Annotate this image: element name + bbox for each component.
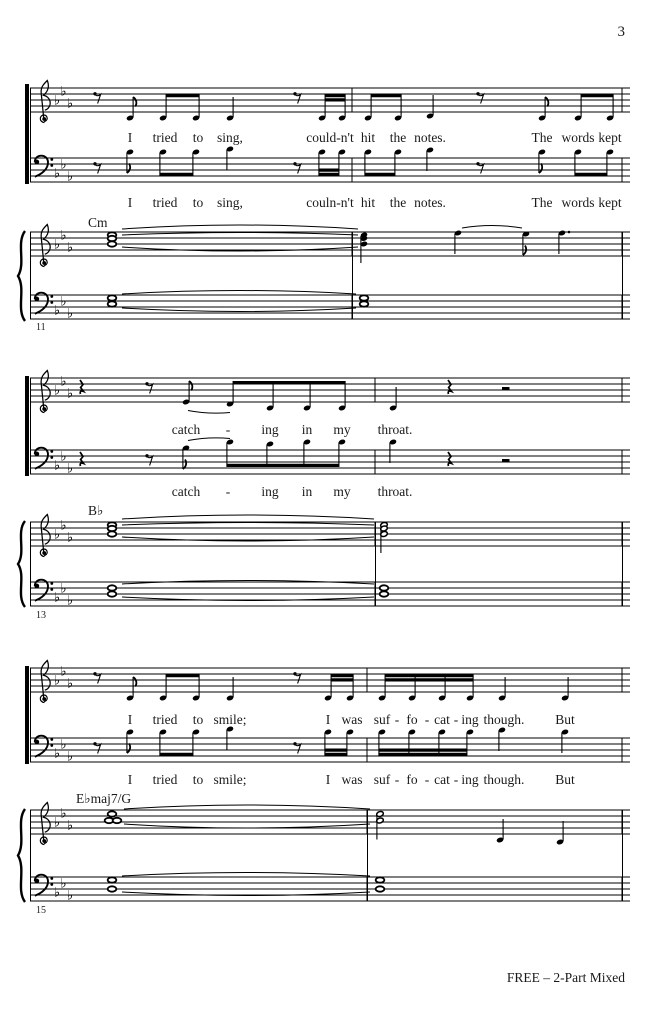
piano-treble-staff	[30, 512, 630, 564]
whole-note	[108, 886, 117, 891]
quarter-rest	[80, 380, 84, 394]
lyric-syllable: catch	[171, 484, 201, 499]
lyric-syllable: -	[225, 484, 231, 499]
lyric-syllable: suf	[373, 772, 391, 787]
lyric-syllable: was	[341, 772, 363, 787]
eighth-note	[522, 231, 530, 255]
beamed-notes	[159, 729, 200, 756]
chord-notes	[380, 522, 388, 553]
svg-text:♭: ♭	[60, 228, 67, 244]
lyric-syllable: But	[555, 772, 575, 787]
svg-text:♭: ♭	[53, 673, 61, 689]
whole-note	[108, 295, 117, 300]
tie	[122, 291, 356, 295]
lyric-syllable: to	[192, 772, 204, 787]
lyric-syllable: my	[333, 484, 351, 499]
svg-text:♭: ♭	[66, 749, 74, 765]
beamed-notes	[378, 729, 474, 756]
eighth-note	[126, 677, 136, 701]
svg-text:♭: ♭	[53, 590, 61, 606]
quarter-rest	[80, 452, 84, 466]
svg-text:♭: ♭	[53, 527, 61, 543]
treble-clef-icon	[40, 225, 50, 267]
lyric-syllable: cat	[434, 712, 450, 727]
piano-treble-staff	[30, 800, 630, 852]
vocal-bass-lyrics	[30, 484, 630, 501]
svg-text:♭: ♭	[60, 84, 67, 100]
slur	[188, 438, 230, 441]
beamed-notes	[364, 94, 402, 121]
piano-brace	[13, 230, 29, 322]
whole-note	[108, 531, 117, 536]
whole-note	[376, 877, 385, 882]
lyric-syllable: words	[561, 130, 595, 145]
vocal-treble-staff	[30, 72, 630, 130]
svg-text:♭: ♭	[66, 386, 74, 402]
lyric-syllable: ing	[461, 712, 479, 727]
quarter-note	[226, 97, 234, 121]
quarter-note	[561, 677, 569, 701]
vocal-bracket	[25, 84, 29, 184]
staff-lines	[30, 877, 630, 901]
treble-clef-icon	[40, 81, 50, 123]
svg-text:♭: ♭	[53, 383, 61, 399]
lyric-syllable: throat.	[377, 484, 413, 499]
svg-text:♭: ♭	[66, 169, 74, 185]
chord-notes	[376, 811, 384, 840]
half-rest	[502, 459, 510, 462]
lyric-syllable: The	[531, 130, 553, 145]
lyric-syllable: -	[424, 772, 430, 787]
vocal-bracket	[25, 376, 29, 476]
beamed-notes	[324, 674, 354, 701]
slur	[188, 411, 230, 414]
svg-text:♭: ♭	[66, 593, 74, 609]
lyric-syllable: could-n't	[306, 130, 354, 145]
staff-lines	[30, 668, 630, 692]
lyric-syllable: words	[561, 195, 595, 210]
quarter-note	[426, 147, 434, 171]
chord-symbol: E♭maj7/G	[76, 791, 132, 806]
key-signature-flats	[54, 450, 73, 477]
key-signature-flats	[54, 877, 73, 904]
piano-bass-staff	[30, 867, 630, 919]
bass-clef-icon	[34, 580, 53, 601]
key-signature-flats	[54, 807, 73, 834]
tie	[122, 523, 374, 526]
eighth-note	[126, 97, 136, 121]
quarter-note	[496, 819, 504, 843]
svg-text:♭: ♭	[60, 806, 67, 822]
lyric-syllable: -	[394, 772, 400, 787]
piano-bass-staff	[30, 285, 630, 337]
staff-lines	[30, 522, 630, 546]
quarter-note	[561, 729, 569, 753]
lyric-syllable: couln-n't	[306, 195, 354, 210]
beamed-notes	[378, 674, 474, 701]
lyric-syllable: ing	[261, 484, 279, 499]
staff-lines	[30, 582, 630, 606]
key-signature-flats	[54, 738, 73, 765]
vocal-bass-staff	[30, 142, 630, 200]
svg-text:♭: ♭	[53, 885, 61, 901]
quarter-note	[226, 677, 234, 701]
quarter-rest	[448, 380, 452, 394]
vocal-treble-staff	[30, 652, 630, 710]
piano-treble-staff	[30, 222, 630, 274]
lyric-syllable: -	[453, 712, 459, 727]
bass-clef-icon	[34, 156, 53, 177]
lyric-syllable: -	[394, 712, 400, 727]
chord-symbol: Cm	[88, 215, 108, 230]
svg-text:♭: ♭	[66, 240, 74, 256]
treble-clef-icon	[40, 661, 50, 703]
tie	[122, 233, 358, 236]
beamed-notes	[324, 729, 354, 756]
svg-text:♭: ♭	[66, 676, 74, 692]
staff-lines	[30, 295, 630, 319]
vocal-bracket	[25, 666, 29, 764]
measure-number: 11	[36, 322, 46, 333]
piano-bass-staff	[30, 572, 630, 624]
quarter-note	[389, 439, 397, 463]
staff-lines	[30, 450, 630, 474]
whole-note	[380, 591, 389, 596]
lyric-syllable: throat.	[377, 422, 413, 437]
vocal-treble-staff	[30, 362, 630, 420]
lyric-syllable: smile;	[213, 772, 247, 787]
lyric-syllable: the	[389, 130, 407, 145]
svg-text:♭: ♭	[66, 818, 74, 834]
svg-text:♭: ♭	[53, 237, 61, 253]
beamed-notes	[364, 149, 402, 176]
whole-note	[376, 886, 385, 891]
whole-note	[113, 818, 122, 823]
lyric-syllable: But	[555, 712, 575, 727]
tie	[122, 225, 358, 229]
lyric-syllable: sing,	[217, 130, 243, 145]
quarter-note	[426, 95, 434, 119]
eighth-note	[126, 729, 134, 753]
quarter-rest	[448, 452, 452, 466]
svg-text:♭: ♭	[60, 294, 67, 310]
eighth-note	[182, 445, 190, 469]
vocal-bass-lyrics	[30, 195, 630, 212]
lyric-syllable: in	[301, 422, 313, 437]
treble-clef-icon	[40, 515, 50, 557]
whole-note	[380, 585, 389, 590]
key-signature-flats	[54, 229, 73, 256]
lyric-syllable: tried	[152, 130, 178, 145]
lyric-syllable: smile;	[213, 712, 247, 727]
lyric-syllable: tried	[152, 772, 178, 787]
quarter-note	[389, 387, 397, 411]
lyric-syllable: in	[301, 484, 313, 499]
vocal-bass-lyrics	[30, 772, 630, 789]
key-signature-flats	[54, 519, 73, 546]
svg-text:♭: ♭	[53, 93, 61, 109]
lyric-syllable: I	[127, 712, 133, 727]
lyric-syllable: my	[333, 422, 351, 437]
lyric-syllable: suf	[373, 712, 391, 727]
tie	[124, 824, 370, 828]
staff-lines	[30, 232, 630, 256]
svg-text:♭: ♭	[66, 530, 74, 546]
key-signature-flats	[54, 85, 73, 112]
beamed-notes	[318, 149, 346, 176]
whole-note	[360, 301, 369, 306]
tie	[122, 515, 374, 519]
quarter-note	[556, 821, 564, 845]
lyric-syllable: I	[127, 195, 133, 210]
lyric-syllable: cat	[434, 772, 450, 787]
beamed-notes	[159, 94, 200, 121]
beamed-notes	[318, 94, 346, 121]
lyric-syllable: to	[192, 195, 204, 210]
lyric-syllable: fo	[406, 772, 418, 787]
lyric-syllable: was	[341, 712, 363, 727]
footer-credit: FREE – 2-Part Mixed	[506, 970, 625, 985]
lyric-syllable: notes.	[414, 130, 446, 145]
whole-note	[108, 241, 117, 246]
svg-text:♭: ♭	[60, 876, 67, 892]
lyric-syllable: -	[453, 772, 459, 787]
svg-text:♭: ♭	[60, 737, 67, 753]
lyric-syllable: to	[192, 712, 204, 727]
page-number: 3	[617, 24, 625, 40]
lyric-syllable: to	[192, 130, 204, 145]
svg-text:♭: ♭	[60, 664, 67, 680]
svg-text:♭: ♭	[66, 96, 74, 112]
lyric-syllable: fo	[406, 712, 418, 727]
lyric-syllable: kept	[598, 195, 622, 210]
lyric-syllable: I	[127, 130, 133, 145]
lyric-syllable: ing	[461, 772, 479, 787]
svg-text:♭: ♭	[53, 746, 61, 762]
lyric-syllable: though.	[483, 712, 525, 727]
svg-text:♭: ♭	[66, 461, 74, 477]
svg-text:♭: ♭	[60, 581, 67, 597]
svg-text:♭: ♭	[53, 815, 61, 831]
key-signature-flats	[54, 582, 73, 609]
measure-number: 15	[36, 905, 46, 916]
beamed-notes	[226, 439, 346, 467]
piano-brace	[13, 520, 29, 608]
lyric-syllable: notes.	[414, 195, 446, 210]
piano-brace	[13, 808, 29, 903]
lyric-syllable: catch	[171, 422, 201, 437]
quarter-note	[498, 677, 506, 701]
svg-text:♭: ♭	[53, 303, 61, 319]
tie	[462, 226, 522, 229]
whole-note	[360, 295, 369, 300]
chord-notes	[360, 232, 368, 263]
lyric-syllable: ing	[261, 422, 279, 437]
eighth-note	[538, 149, 546, 173]
beamed-notes	[159, 674, 200, 701]
beamed-notes	[159, 149, 200, 176]
lyric-syllable: I	[127, 772, 133, 787]
treble-clef-icon	[40, 371, 50, 413]
bass-clef-icon	[34, 293, 53, 314]
chord-symbol: B♭	[88, 503, 104, 518]
key-signature-flats	[54, 375, 73, 402]
eighth-note	[126, 149, 134, 173]
lyric-syllable: hit	[360, 130, 376, 145]
whole-note	[108, 877, 117, 882]
svg-text:♭: ♭	[60, 518, 67, 534]
svg-text:♭: ♭	[60, 157, 67, 173]
lyric-syllable: -	[424, 712, 430, 727]
key-signature-flats	[54, 158, 73, 185]
whole-note	[108, 591, 117, 596]
lyric-syllable: I	[325, 772, 331, 787]
bass-clef-icon	[34, 448, 53, 469]
tie	[124, 805, 370, 809]
quarter-note	[498, 727, 506, 751]
whole-note	[108, 811, 117, 816]
key-signature-flats	[54, 665, 73, 692]
beamed-notes	[574, 149, 614, 176]
bass-clef-icon	[34, 736, 53, 757]
key-signature-flats	[54, 295, 73, 322]
tie	[122, 873, 370, 877]
lyric-syllable: hit	[360, 195, 376, 210]
lyric-syllable: sing,	[217, 195, 243, 210]
measure-number: 13	[36, 610, 46, 621]
eighth-note	[538, 97, 548, 121]
svg-text:♭: ♭	[60, 449, 67, 465]
lyric-syllable: tried	[152, 712, 178, 727]
beamed-notes	[574, 94, 614, 121]
svg-text:♭: ♭	[66, 888, 74, 904]
treble-clef-icon	[40, 803, 50, 845]
whole-note	[108, 585, 117, 590]
whole-note	[108, 236, 117, 241]
lyric-syllable: the	[389, 195, 407, 210]
whole-note	[108, 526, 117, 531]
lyric-syllable: I	[325, 712, 331, 727]
half-rest	[502, 387, 510, 390]
svg-text:♭: ♭	[66, 306, 74, 322]
lyric-syllable: -	[225, 422, 231, 437]
svg-text:♭: ♭	[53, 458, 61, 474]
svg-text:♭: ♭	[60, 374, 67, 390]
svg-text:♭: ♭	[53, 166, 61, 182]
bass-clef-icon	[34, 875, 53, 896]
lyric-syllable: tried	[152, 195, 178, 210]
lyric-syllable: though.	[483, 772, 525, 787]
lyric-syllable: kept	[598, 130, 622, 145]
whole-note	[108, 301, 117, 306]
lyric-syllable: The	[531, 195, 553, 210]
tie	[122, 308, 356, 312]
